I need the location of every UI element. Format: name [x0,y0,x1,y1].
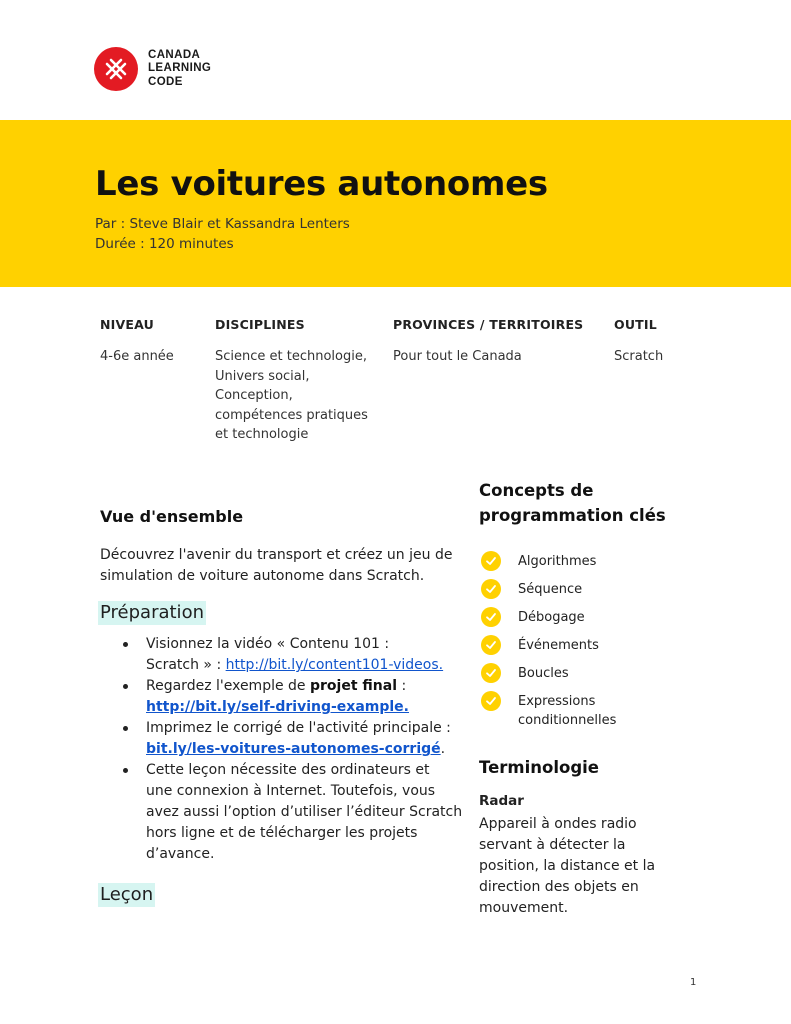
definition-line: servant à détecter la [479,837,626,853]
list-item [118,760,478,865]
level-value-text: 4-6e année [100,349,174,364]
concept-text: Expressions [518,694,596,709]
level-heading: NIVEAU [100,317,154,332]
concept-label [518,636,599,655]
disciplines-heading: DISCIPLINES [215,317,305,332]
list-item [481,632,616,660]
disciplines-line: compétences pratiques [215,407,368,423]
lesson-heading: Leçon [100,884,154,905]
concept-label [518,692,616,730]
concept-label [518,608,585,627]
page-number: 1 [690,977,697,988]
list-item [481,688,616,732]
tool-heading: OUTIL [614,317,657,332]
byline [95,214,350,254]
disciplines-line: et technologie [215,427,309,442]
check-icon [481,607,501,627]
prep-text: . [440,741,446,757]
definition-line: direction des objets en [479,879,639,895]
concept-text: Séquence [518,582,583,597]
concept-label [518,552,596,571]
check-icon [481,551,501,571]
disciplines-line: Conception, [215,388,293,403]
preparation-heading: Préparation [100,602,204,623]
check-icon [481,691,501,711]
concept-label [518,664,569,683]
definition-line: mouvement. [479,900,569,916]
prep-line: une connexion à Internet. Toutefois, vous [146,783,436,799]
brand-logo [94,47,211,91]
content101-link[interactable]: http://bit.ly/content101-videos. [225,657,444,673]
duration: Durée : 120 minutes [95,236,234,252]
provinces-value-text: Pour tout le Canada [393,349,522,364]
concept-text: Algorithmes [518,554,597,569]
prep-text: Scratch » : [146,657,226,673]
list-item [481,604,616,632]
concepts-heading-line: programmation clés [479,506,666,525]
tool-value-text: Scratch [614,349,664,364]
list-item [118,718,478,760]
brand-name [148,49,211,90]
concept-text: Boucles [518,666,569,681]
disciplines-value [215,347,368,445]
concept-label [518,580,582,599]
self-driving-example-link[interactable]: http://bit.ly/self-driving-example. [146,699,409,715]
list-item [118,676,478,718]
prep-line: hors ligne et de télécharger les projets [146,825,418,841]
brand-name-line: CODE [148,75,183,88]
prep-text: : [397,678,407,694]
concepts-heading [479,478,666,528]
prep-line: Imprimez le corrigé de l'activité principale : [146,720,451,736]
prep-line: avez aussi l’option d’utiliser l’éditeur Scratch [146,804,463,820]
prep-line [146,655,478,676]
overview-line: Découvrez l'avenir du transport et créez un jeu de [100,547,453,563]
overview-line: simulation de voiture autonome dans Scratch. [100,568,425,584]
tool-value [614,347,663,367]
concept-text: conditionnelles [518,713,617,728]
check-icon [481,663,501,683]
level-value [100,347,174,367]
concept-text: Débogage [518,610,585,625]
cross-hatch-logo-icon [94,47,138,91]
authors: Par : Steve Blair et Kassandra Lenters [95,216,350,232]
terminology-heading: Terminologie [479,758,599,777]
concepts-list [481,548,616,732]
provinces-heading: PROVINCES / TERRITOIRES [393,317,584,332]
prep-line: Visionnez la vidéo « Contenu 101 : [146,636,390,652]
concept-text: Événements [518,638,599,653]
list-item [481,576,616,604]
concepts-heading-line: Concepts de [479,481,594,500]
page-title: Les voitures autonomes [95,164,548,204]
brand-name-line: CANADA [148,48,201,61]
list-item [481,548,616,576]
prep-line [146,739,478,760]
check-icon [481,579,501,599]
prep-line: d’avance. [146,846,215,862]
prep-line [146,697,478,718]
overview-text [100,545,452,587]
provinces-value [393,347,522,367]
prep-text: Regardez l'exemple de [146,678,310,694]
term-definition [479,814,655,919]
list-item [481,660,616,688]
overview-heading: Vue d'ensemble [100,507,244,526]
brand-name-line: LEARNING [148,62,212,75]
check-icon [481,635,501,655]
prep-line [146,676,478,697]
definition-line: Appareil à ondes radio [479,816,637,832]
term-name: Radar [479,793,524,809]
disciplines-line: Science et technologie, [215,349,367,364]
list-item [118,634,478,676]
final-project-label: projet final [310,678,397,694]
prep-line: Cette leçon nécessite des ordinateurs et [146,762,430,778]
disciplines-line: Univers social, [215,368,310,384]
preparation-list [118,634,478,865]
definition-line: position, la distance et la [479,858,656,874]
answer-key-link[interactable]: bit.ly/les-voitures-autonomes-corrigé [146,741,441,757]
